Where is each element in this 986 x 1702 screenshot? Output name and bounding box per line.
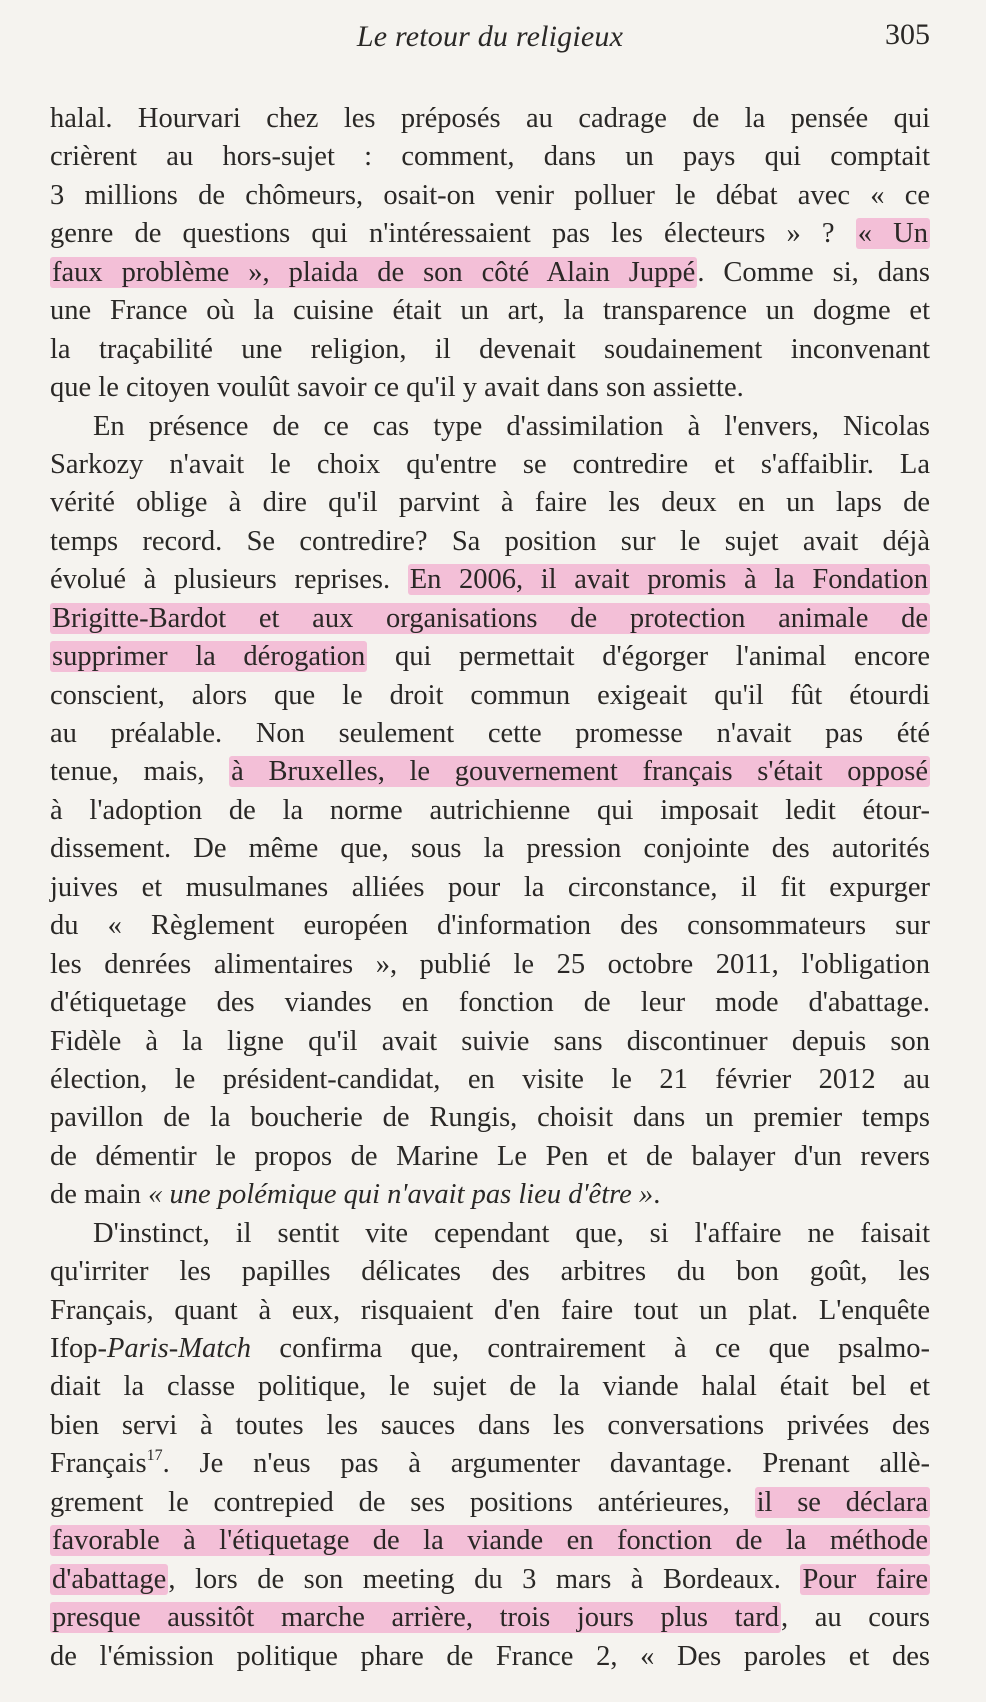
highlighted-text: Pour faire [802,1563,928,1595]
text-line: faux problème », plaida de son côté Alain Juppé. Comme si, dans [52,256,930,288]
text-line: D'instinct, il sentit vite cependant que, si l'affaire ne faisait [93,1217,930,1249]
highlighted-text: presque aussitôt marche arrière, trois jours plus tard [52,1602,779,1634]
text-line: vérité oblige à dire qu'il parvint à faire les deux en un laps de [50,487,930,519]
text-line: la traçabilité une religion, il devenait soudainement inconvenant [50,333,930,365]
text-line: Français, quant à eux, risquaient d'en faire tout un plat. L'enquête [50,1294,930,1326]
text-line: pavillon de la boucherie de Rungis, choisit dans un premier temps [50,1102,930,1134]
running-title: Le retour du religieux [356,20,624,53]
highlighted-text: d'abattage [52,1563,167,1595]
highlighted-text: il se déclara [756,1486,928,1518]
text-line: dissement. De même que, sous la pression conjointe des autorités [50,833,930,865]
text-line: Français$^{17}$. Je n'eus pas à argumenter davantage. Prenant allè- [50,1447,930,1480]
text-line: 3 millions de chômeurs, osait-on venir polluer le débat avec « ce [50,179,930,211]
text-line: Fidèle à la ligne qu'il avait suivie sans discontinuer depuis son [50,1025,930,1057]
text-line: élection, le président-candidat, en visite le 21 février 2012 au [50,1063,930,1095]
highlighted-text: favorable à l'étiquetage de la viande en fonction de la méthode [52,1525,928,1557]
text-line: à l'adoption de la norme autrichienne qui imposait ledit étour- [50,794,930,826]
text-line: conscient, alors que le droit commun exigeait qu'il fût étourdi [50,679,930,711]
body-text [50,100,930,1676]
text-line: genre de questions qui n'intéressaient pas les électeurs » ? « Un [50,218,928,250]
text-line: Sarkozy n'avait le choix qu'entre se contredire et s'affaiblir. La [50,448,930,480]
text-line: de démentir le propos de Marine Le Pen et de balayer d'un revers [50,1140,930,1172]
text-line: Ifop-Paris-Match confirma que, contrairement à ce que psalmo- [50,1333,930,1364]
footnote-marker: 17 [146,1447,163,1465]
highlighted-text: En 2006, il avait promis à la Fondation [409,564,929,596]
page-number: 305 [885,18,930,51]
text-line: supprimer la dérogation qui permettait d'égorger l'animal encore [52,641,930,673]
publication-name: Paris-Match [106,1333,252,1364]
text-line: presque aussitôt marche arrière, trois jours plus tard, au cours [52,1602,930,1634]
text-line: juives et musulmanes alliées pour la circonstance, il fit expurger [50,871,930,903]
text-line: crièrent au hors-sujet : comment, dans un pays qui comptait [50,141,930,173]
text-line: diait la classe politique, le sujet de la viande halal était bel et [50,1371,930,1403]
text-line [50,600,930,638]
text-line: grement le contrepied de ses positions antérieures, il se déclara [50,1486,928,1518]
highlighted-text: Brigitte-Bardot et aux organisations de protection animale de [52,602,928,634]
highlighted-text: à Bruxelles, le gouvernement français s'était opposé [231,756,929,788]
text-line: bien servi à toutes les sauces dans les conversations privées des [50,1409,930,1441]
quoted-text: « une polémique qui n'avait pas lieu d'être » [148,1179,654,1211]
text-line: de main « une polémique qui n'avait pas lieu d'être ». [50,1179,661,1211]
text-line: une France où la cuisine était un art, la transparence un dogme et [50,295,930,327]
text-line: au préalable. Non seulement cette promesse n'avait pas été [50,718,930,749]
highlighted-text: supprimer la dérogation [52,641,366,673]
text-line: halal. Hourvari chez les préposés au cadrage de la pensée qui [50,103,930,134]
text-line: d'abattage, lors de son meeting du 3 mars à Bordeaux. Pour faire [52,1563,928,1595]
text-line: évolué à plusieurs reprises. En 2006, il avait promis à la Fondation [50,564,929,596]
highlighted-text: « Un [857,218,928,250]
text-line: tenue, mais, à Bruxelles, le gouvernement français s'était opposé [50,756,929,788]
text-line [50,1522,930,1560]
text-line: d'étiquetage des viandes en fonction de leur mode d'abattage. [50,987,930,1019]
text-line: que le citoyen voulût savoir ce qu'il y avait dans son assiette. [50,372,744,404]
text-line: temps record. Se contredire? Sa position sur le sujet avait déjà [50,525,930,557]
text-line: de l'émission politique phare de France 2, « Des paroles et des [50,1640,930,1672]
highlighted-text: faux problème », plaida de son côté Alain Juppé [52,256,696,288]
text-line: En présence de ce cas type d'assimilation à l'envers, Nicolas [93,410,930,442]
page-header [50,16,930,66]
text-line: du « Règlement européen d'information des consommateurs sur [50,910,930,942]
text-line: les denrées alimentaires », publié le 25 octobre 2011, l'obligation [50,948,930,980]
text-line: qu'irriter les papilles délicates des arbitres du bon goût, les [50,1256,930,1288]
